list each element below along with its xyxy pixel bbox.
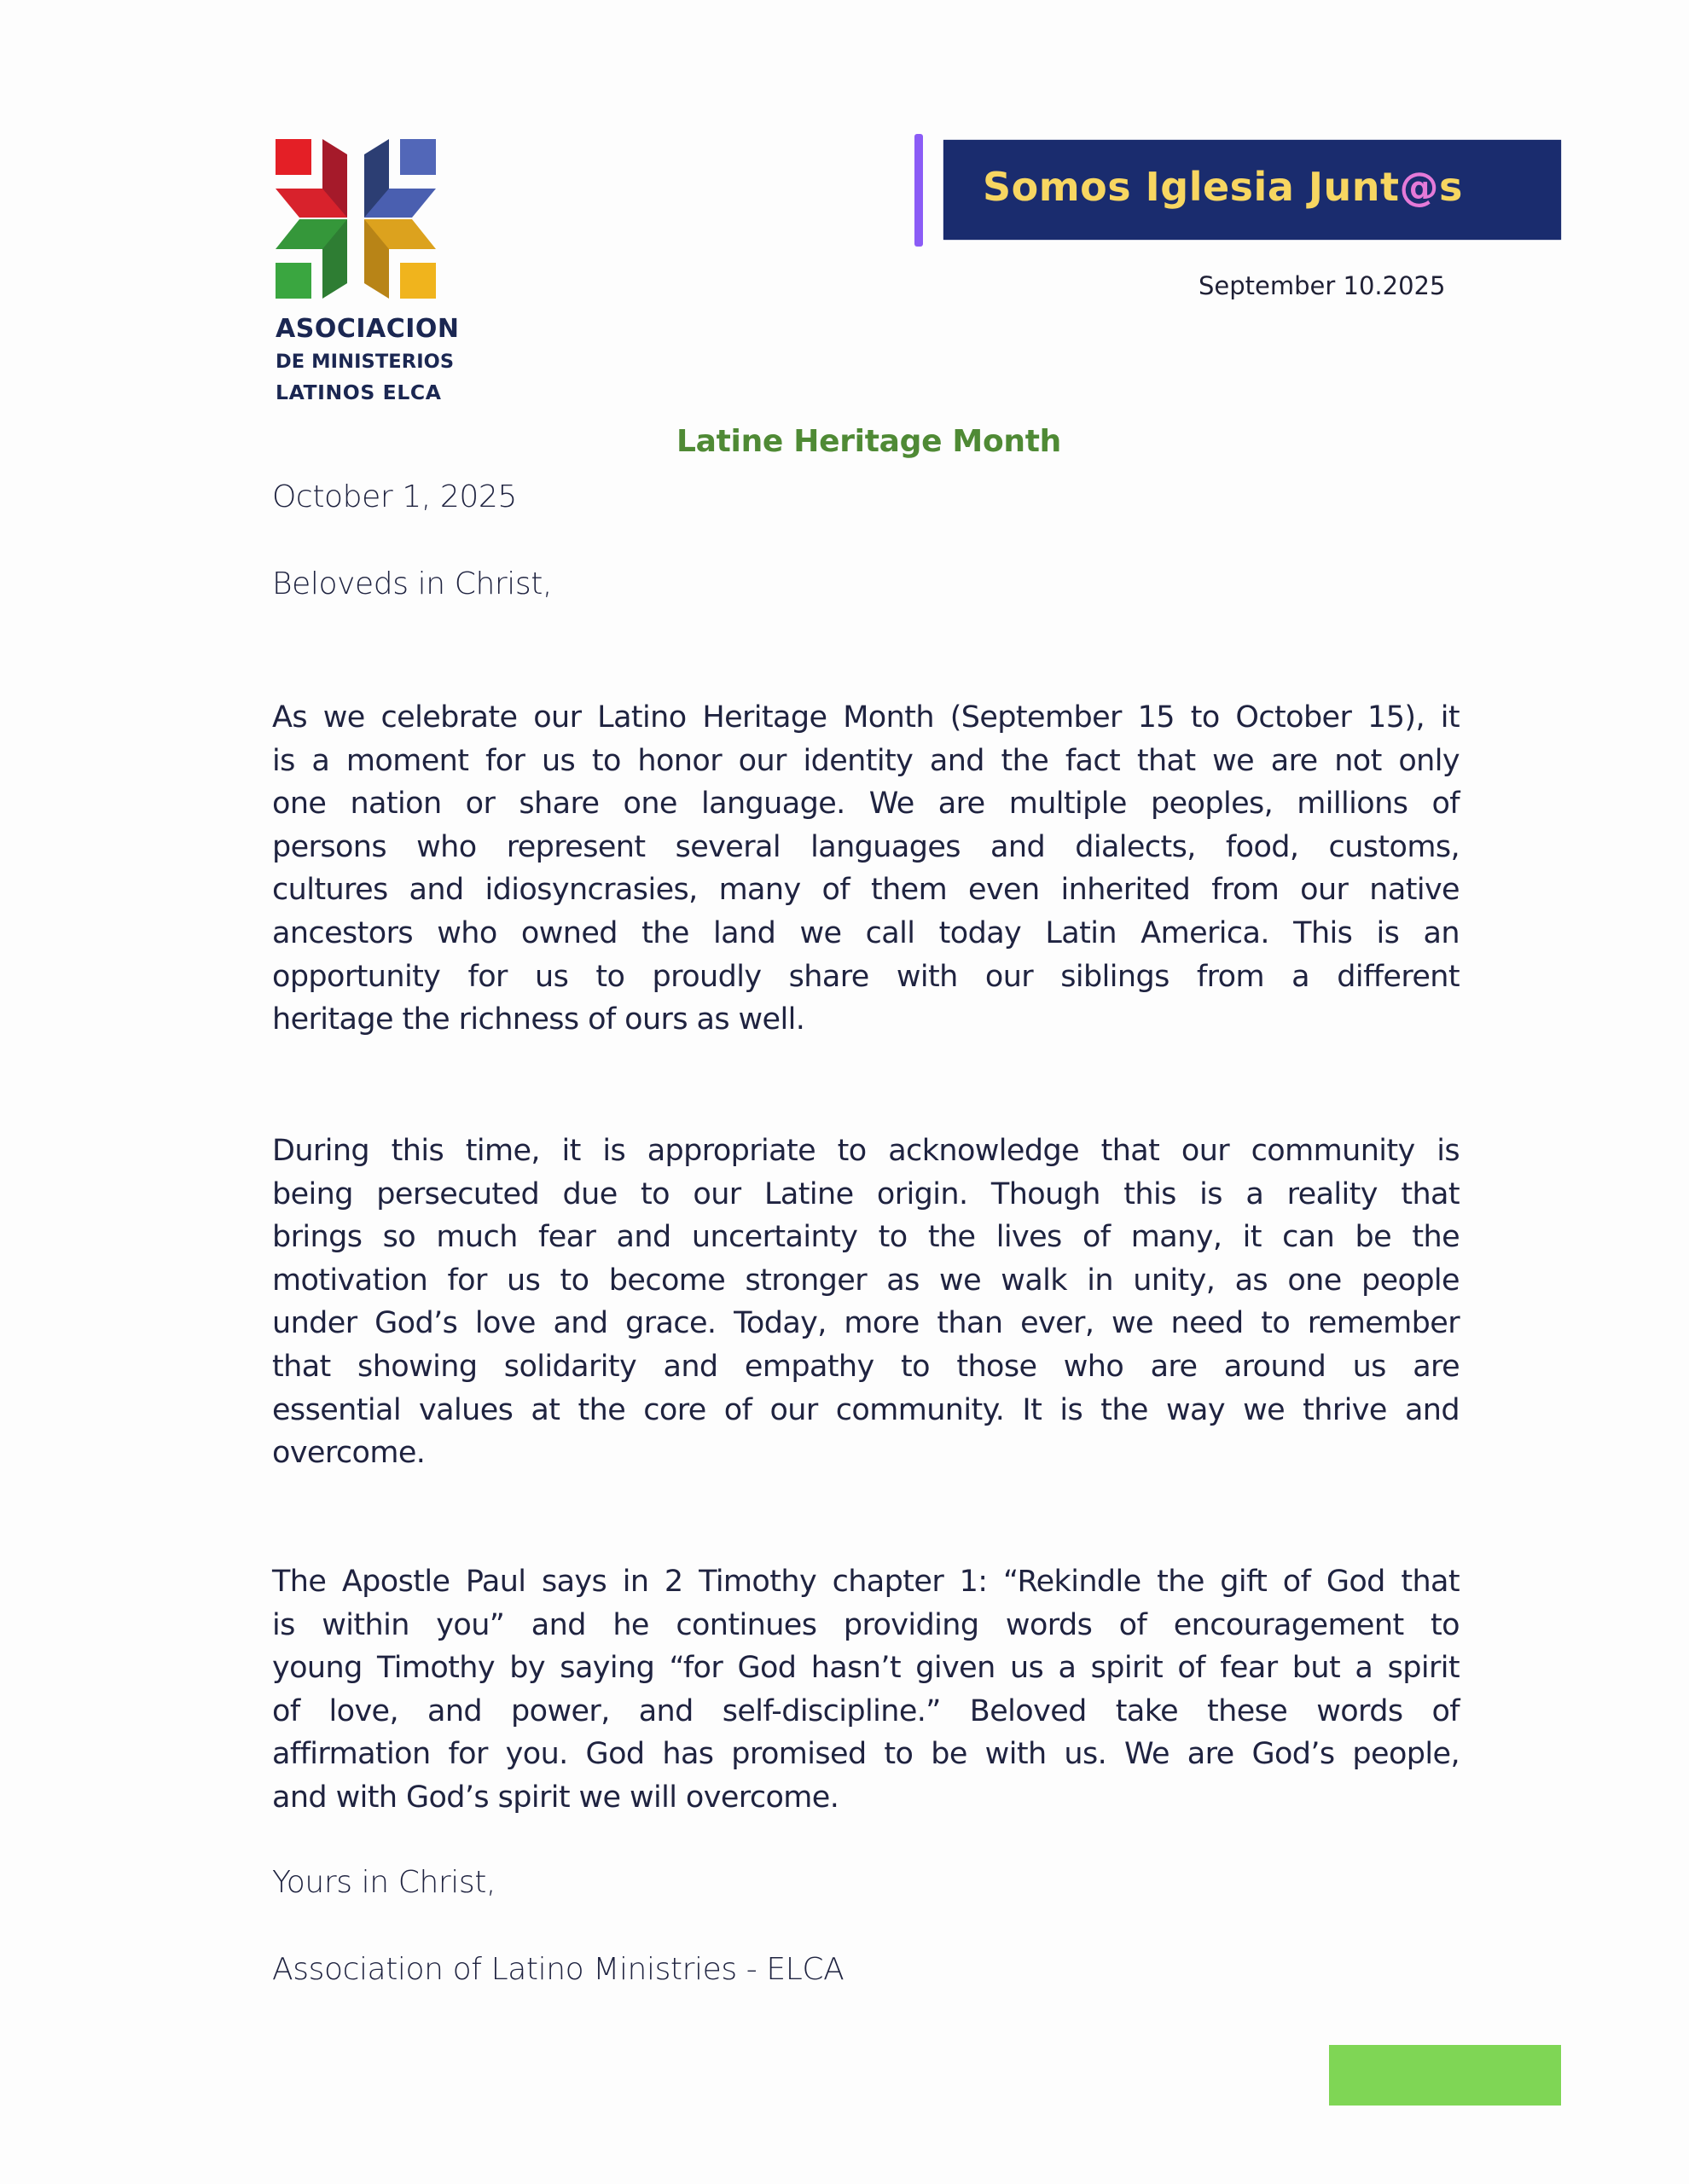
paragraph-line: overcome. [272, 1436, 426, 1471]
paragraph-line: opportunity for us to proudly share with our siblings from a different [272, 959, 1460, 994]
paragraph-line: of love, and power, and self-discipline.” Beloved take these words of [272, 1693, 1460, 1728]
paragraph-line: is within you” and he continues providing words of encouragement to [272, 1607, 1460, 1642]
salutation: Beloveds in Christ, [272, 566, 552, 601]
banner-title [983, 164, 1463, 210]
footer-accent-block [1329, 2045, 1561, 2106]
paragraph-line: The Apostle Paul says in 2 Timothy chapter 1: “Rekindle the gift of God that [272, 1565, 1460, 1599]
banner-title-suffix: s [1438, 164, 1463, 210]
paragraph-line: As we celebrate our Latino Heritage Month (September 15 to October 15), it [272, 700, 1460, 735]
letter-heading: Latine Heritage Month [676, 424, 1061, 459]
paragraph-line: one nation or share one language. We are multiple peoples, millions of [272, 787, 1460, 822]
paragraph-line: ancestors who owned the land we call today Latin America. This is an [272, 915, 1460, 950]
logo-text-line3: LATINOS ELCA [276, 380, 442, 404]
paragraph-line: cultures and idiosyncrasies, many of them even inherited from our native [272, 873, 1460, 908]
paragraph-line: motivation for us to become stronger as we walk in unity, as one people [272, 1263, 1460, 1298]
logo-text-line2: DE MINISTERIOS [276, 351, 455, 373]
paragraph-line: under God’s love and grace. Today, more than ever, we need to remember [272, 1306, 1460, 1341]
paragraph-line: essential values at the core of our community. It is the way we thrive and [272, 1392, 1460, 1427]
banner-title-at-symbol: @ [1399, 164, 1439, 210]
paragraph-line: heritage the richness of ours as well. [272, 1002, 805, 1037]
signature: Association of Latino Ministries - ELCA [272, 1952, 844, 1987]
closing: Yours in Christ, [272, 1865, 496, 1900]
paragraph-line: young Timothy by saying “for God hasn’t given us a spirit of fear but a spirit [272, 1651, 1460, 1686]
letter-date: October 1, 2025 [272, 479, 517, 514]
paragraph-line: affirmation for you. God has promised to be with us. We are God’s people, [272, 1737, 1460, 1772]
body-paragraph-3 [272, 1560, 1460, 1820]
body-paragraph-1 [272, 696, 1460, 1042]
paragraph-line: brings so much fear and uncertainty to the lives of many, it can be the [272, 1220, 1460, 1255]
banner [943, 140, 1561, 240]
logo-text-line1: ASOCIACION [276, 314, 460, 344]
paragraph-line: persons who represent several languages and dialects, food, customs, [272, 829, 1460, 864]
paragraph-line: During this time, it is appropriate to acknowledge that our community is [272, 1134, 1460, 1168]
elca-latino-cross-logo-icon [276, 136, 438, 300]
header-date: September 10.2025 [1199, 271, 1446, 300]
paragraph-line: that showing solidarity and empathy to those who are around us are [272, 1349, 1460, 1384]
paragraph-line: being persecuted due to our Latine origin. Though this is a reality that [272, 1176, 1460, 1211]
paragraph-line: is a moment for us to honor our identity and the fact that we are not only [272, 743, 1460, 778]
paragraph-line: and with God’s spirit we will overcome. [272, 1780, 839, 1815]
banner-title-text: Somos Iglesia Junt [983, 164, 1400, 210]
body-paragraph-2 [272, 1130, 1460, 1475]
organization-logo [276, 136, 438, 300]
banner-accent-bar [914, 134, 923, 247]
